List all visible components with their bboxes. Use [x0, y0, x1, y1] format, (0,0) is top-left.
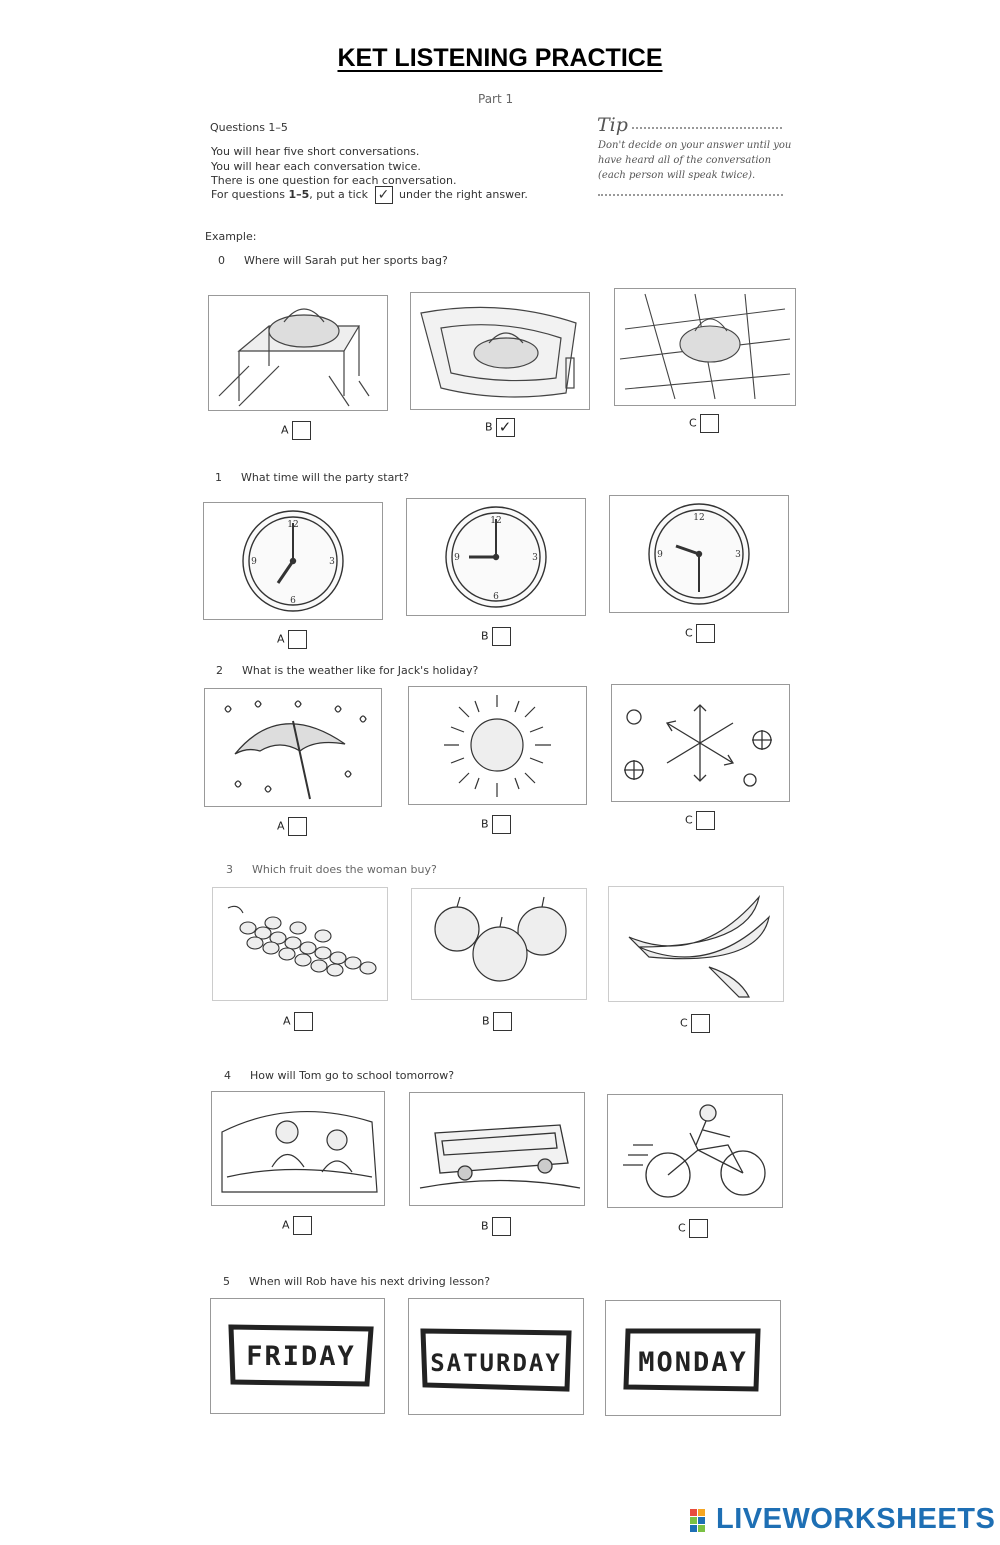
svg-text:12: 12: [287, 520, 299, 530]
svg-text:9: 9: [657, 550, 663, 560]
example-label: Example:: [205, 230, 257, 243]
tip-line: (each person will speak twice).: [598, 170, 756, 181]
questions-heading: Questions 1–5: [210, 121, 288, 134]
picture-bicycle: [607, 1094, 783, 1208]
option-3-a: [283, 1012, 313, 1031]
option-2-b: [481, 815, 511, 834]
question-number: 1: [215, 471, 222, 484]
answer-checkbox[interactable]: [294, 1012, 313, 1031]
question-number: 2: [216, 664, 223, 677]
answer-checkbox[interactable]: [691, 1014, 710, 1033]
option-1-c: [685, 624, 715, 643]
picture-car: [211, 1091, 385, 1206]
picture-clock-half-past-nine: [609, 495, 789, 613]
instruction-line: You will hear five short conversations.: [211, 145, 420, 158]
option-letter: B: [481, 1219, 489, 1233]
option-letter: B: [481, 629, 489, 643]
question-text: What time will the party start?: [241, 471, 409, 484]
option-letter: C: [678, 1221, 686, 1235]
picture-clock-nine: [406, 498, 586, 616]
answer-checkbox[interactable]: [700, 414, 719, 433]
page-title: KET LISTENING PRACTICE: [337, 44, 663, 72]
answer-checkbox[interactable]: [492, 815, 511, 834]
tip-underline: [632, 127, 782, 132]
option-2-a: [277, 817, 307, 836]
picture-saturday: [408, 1298, 584, 1415]
tick-instruction-mid: , put a tick: [309, 188, 369, 201]
svg-text:3: 3: [329, 557, 335, 567]
tick-instruction: [211, 186, 528, 204]
question-number: 4: [224, 1069, 231, 1082]
option-letter: C: [685, 813, 693, 827]
picture-bag-on-floor: [614, 288, 796, 406]
day-label: SATURDAY: [430, 1349, 562, 1377]
tip-line: have heard all of the conversation: [598, 155, 772, 166]
answer-checkbox[interactable]: [493, 1012, 512, 1031]
option-letter: A: [281, 423, 289, 437]
answer-checkbox[interactable]: [288, 817, 307, 836]
answer-checkbox[interactable]: [492, 627, 511, 646]
instruction-line: There is one question for each conversation.: [211, 174, 457, 187]
question-text: How will Tom go to school tomorrow?: [250, 1069, 455, 1082]
option-3-b: [482, 1012, 512, 1031]
picture-bag-on-table: [208, 295, 388, 411]
question-text: What is the weather like for Jack's holiday?: [242, 664, 479, 677]
question-number: 0: [218, 254, 225, 267]
tick-sample-icon: ✓: [375, 186, 393, 204]
question-text: Which fruit does the woman buy?: [252, 863, 437, 876]
option-1-a: [277, 630, 307, 649]
picture-bag-in-car-boot: [410, 292, 590, 410]
question-4: [224, 1069, 454, 1082]
svg-text:9: 9: [454, 553, 460, 563]
tick-instruction-after: under the right answer.: [399, 188, 528, 201]
day-label: FRIDAY: [246, 1341, 356, 1372]
option-letter: B: [485, 420, 493, 434]
answer-checkbox[interactable]: [292, 421, 311, 440]
day-label: MONDAY: [638, 1347, 748, 1378]
svg-text:6: 6: [493, 592, 499, 602]
svg-text:12: 12: [693, 513, 705, 523]
option-0-b: [485, 418, 515, 437]
picture-rain-umbrella: [204, 688, 382, 807]
option-3-c: [680, 1014, 710, 1033]
picture-snow: [611, 684, 790, 802]
instruction-line: You will hear each conversation twice.: [211, 160, 421, 173]
svg-text:6: 6: [290, 596, 296, 606]
question-number: 3: [226, 863, 233, 876]
picture-sun: [408, 686, 587, 805]
option-letter: A: [283, 1014, 291, 1028]
liveworksheets-logo[interactable]: LIVEWORKSHEETS: [716, 1503, 996, 1535]
option-4-c: [678, 1219, 708, 1238]
question-0: [218, 254, 448, 267]
option-4-a: [282, 1216, 312, 1235]
tick-instruction-range: 1–5: [288, 188, 310, 201]
answer-checkbox[interactable]: [293, 1216, 312, 1235]
tip-title: Tip: [597, 114, 628, 136]
option-letter: C: [689, 416, 697, 430]
tick-instruction-before: For questions: [211, 188, 285, 201]
picture-friday: [210, 1298, 385, 1414]
answer-checkbox[interactable]: [696, 811, 715, 830]
option-letter: B: [481, 817, 489, 831]
question-number: 5: [223, 1275, 230, 1288]
question-1: [215, 471, 409, 484]
question-5: [223, 1275, 490, 1288]
question-2: [216, 664, 478, 677]
option-1-b: [481, 627, 511, 646]
picture-clock-seven: [203, 502, 383, 620]
svg-text:9: 9: [251, 557, 257, 567]
option-letter: A: [282, 1218, 290, 1232]
option-letter: C: [685, 626, 693, 640]
answer-checkbox[interactable]: [288, 630, 307, 649]
picture-monday: [605, 1300, 781, 1416]
tip-line: Don't decide on your answer until you: [598, 140, 792, 151]
svg-text:12: 12: [490, 516, 502, 526]
question-text: When will Rob have his next driving lesson?: [249, 1275, 491, 1288]
question-text: Where will Sarah put her sports bag?: [244, 254, 448, 267]
answer-checkbox[interactable]: [492, 1217, 511, 1236]
question-3: [226, 863, 437, 876]
option-2-c: [685, 811, 715, 830]
option-0-a: [281, 421, 311, 440]
answer-checkbox[interactable]: [696, 624, 715, 643]
picture-bananas: [608, 886, 784, 1002]
picture-grapes: [212, 887, 388, 1001]
option-letter: C: [680, 1016, 688, 1030]
picture-apples: [411, 888, 587, 1000]
option-letter: A: [277, 632, 285, 646]
picture-bus: [409, 1092, 585, 1206]
option-4-b: [481, 1217, 511, 1236]
svg-text:3: 3: [735, 550, 741, 560]
option-letter: A: [277, 819, 285, 833]
answer-checkbox[interactable]: [689, 1219, 708, 1238]
part-label: Part 1: [478, 92, 514, 106]
svg-text:3: 3: [532, 553, 538, 563]
option-letter: B: [482, 1014, 490, 1028]
tip-bottom-rule: [598, 194, 783, 199]
liveworksheets-logo-icon: [690, 1509, 714, 1533]
option-0-c: [689, 414, 719, 433]
answer-checkbox[interactable]: ✓: [496, 418, 515, 437]
